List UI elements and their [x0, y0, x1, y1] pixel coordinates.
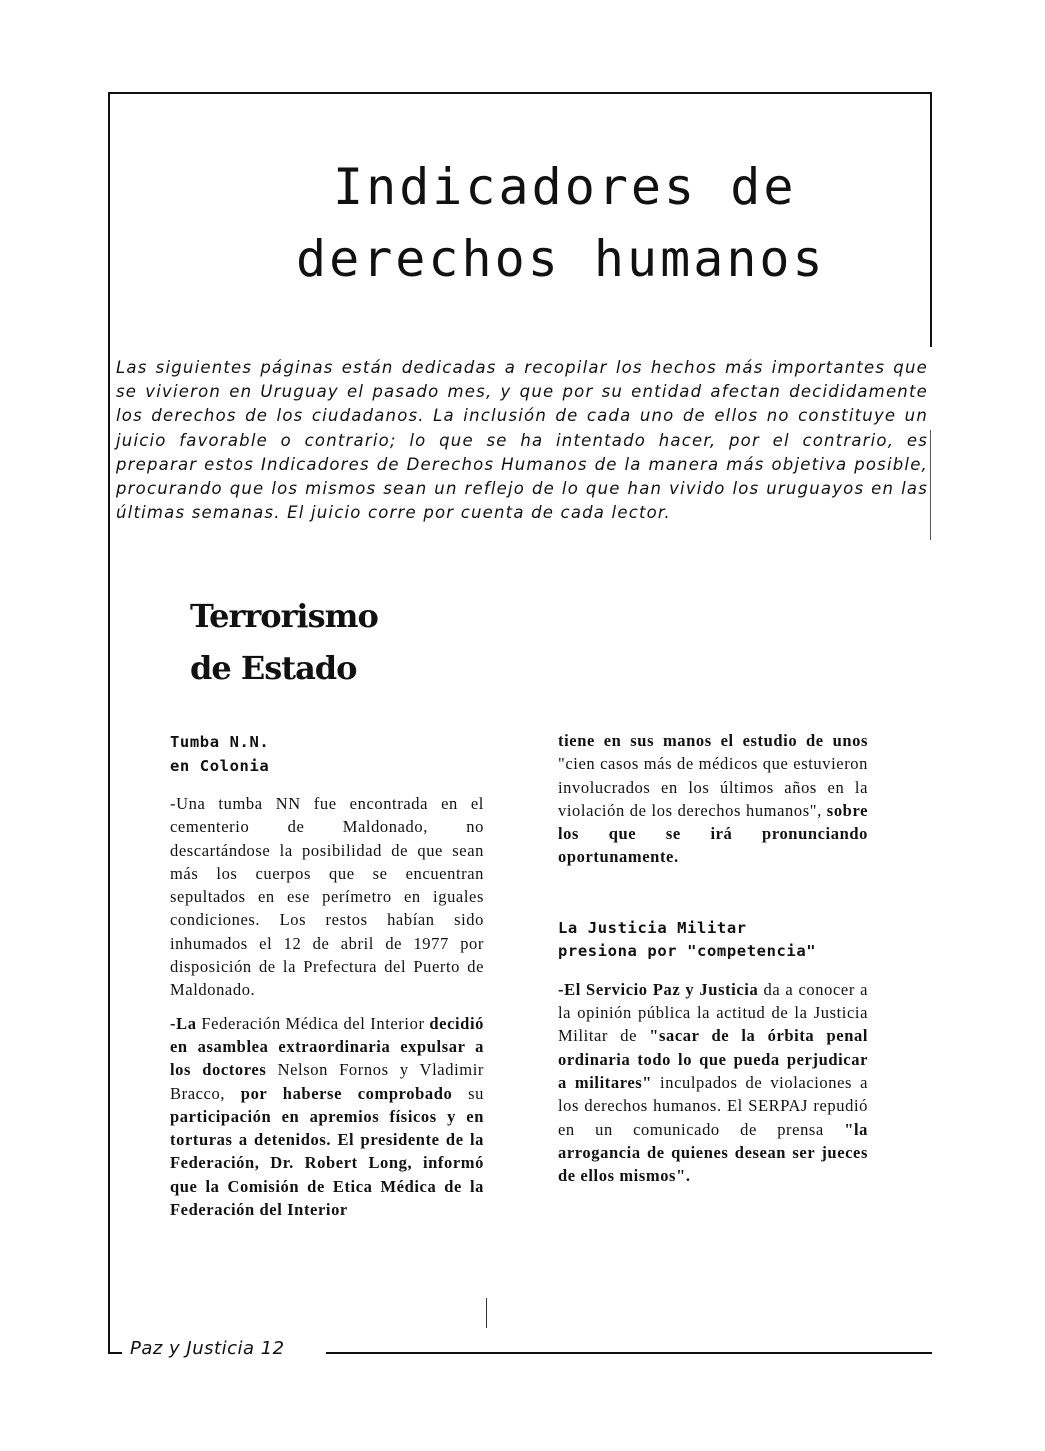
- section-title: [190, 590, 378, 694]
- text-bold: participación en apremios físicos y en torturas a detenidos. El presidente de la Federación, Dr. Robert Long, informó que la Comisión de Etica Médica de la Federación del Interior: [170, 1106, 484, 1220]
- article-heading-tumba-line1: Tumba N.N.: [170, 733, 270, 751]
- right-column: [558, 729, 868, 1197]
- text-regular: "cien casos más de médicos que estuvieron involucrados en los últimos años en la violación de los derechos humanos",: [558, 754, 868, 820]
- text-bold: sobre los que se irá pronunciando oportunamente.: [558, 800, 868, 867]
- article-paragraph-continuation: [558, 729, 868, 869]
- frame-left-rule: [108, 92, 110, 1354]
- frame-bottom-rule-start: [108, 1352, 122, 1354]
- section-title-line1: Terrorismo: [190, 597, 378, 635]
- article-heading-justicia-line2: presiona por "competencia": [558, 942, 817, 961]
- article-heading-justicia-line1: La Justicia Militar: [558, 918, 747, 937]
- text-bold: "sacar de la órbita penal ordinaria todo lo que pueda perjudicar a militares": [558, 1026, 868, 1092]
- article-heading-tumba: [170, 731, 484, 778]
- text-regular: da a conocer a la opinión pública la actitud de la Justicia Militar de: [558, 979, 868, 1046]
- column-divider: [486, 1298, 487, 1328]
- article-heading-justicia: [558, 917, 868, 964]
- article-paragraph-federacion: [170, 1012, 484, 1222]
- article-heading-tumba-line2: en Colonia: [170, 756, 270, 775]
- page-title-line2: derechos humanos: [296, 230, 826, 288]
- text-bold: por haberse comprobado: [240, 1083, 453, 1103]
- frame-top-rule: [108, 92, 932, 94]
- article-paragraph-justicia: [558, 978, 868, 1188]
- frame-bottom-rule: [326, 1352, 932, 1354]
- text-bold: tiene en sus manos el estudio de unos: [558, 731, 868, 750]
- frame-right-rule: [930, 92, 932, 347]
- page-title-line1: Indicadores de: [333, 158, 797, 216]
- text-regular: Nelson Fornos y Vladimir Bracco,: [170, 1060, 484, 1103]
- text-bold: -El Servicio Paz y Justicia: [558, 979, 759, 999]
- intro-paragraph: Las siguientes páginas están dedicadas a recopilar los hechos más importantes que se vivieron en Uruguay el pasado mes, y que por su entidad afectan decididamente los derechos de los ciudadanos. La inclusión de cada uno de ellos no constituye un juicio favorable o contrario; lo que se ha intentado hacer, por el contrario, es preparar estos Indicadores de Derechos Humanos de la manera más objetiva posible, procurando que los mismos sean un reflejo de lo que han vivido los uruguayos en las últimas semanas. El juicio corre por cuenta de cada lector.: [116, 358, 928, 523]
- text-bold: "la arrogancia de quienes desean ser jueces de ellos mismos".: [558, 1119, 868, 1186]
- spacer: [558, 879, 868, 917]
- text-regular: su: [452, 1083, 484, 1103]
- page-footer: Paz y Justicia 12: [130, 1338, 285, 1359]
- section-title-line2: de Estado: [190, 649, 357, 687]
- frame-right-rule-lower: [930, 430, 931, 540]
- text-bold: -La: [170, 1013, 197, 1033]
- article-paragraph-tumba: -Una tumba NN fue encontrada en el cementerio de Maldonado, no descartándose la posibilidad de que sean más los cuerpos que se encuentran sepultados en ese perímetro en iguales condiciones. Los restos habían sido inhumados el 12 de abril de 1977 por disposición de la Prefectura del Puerto de Maldonado.: [170, 794, 484, 1000]
- text-regular: inculpados de violaciones a los derechos humanos. El SERPAJ repudió en un comunicado de prensa: [558, 1072, 869, 1139]
- text-regular: Federación Médica del Interior: [196, 1013, 430, 1033]
- left-column: [170, 731, 484, 1231]
- text-bold: decidió en asamblea extraordinaria expulsar a los doctores: [170, 1013, 484, 1080]
